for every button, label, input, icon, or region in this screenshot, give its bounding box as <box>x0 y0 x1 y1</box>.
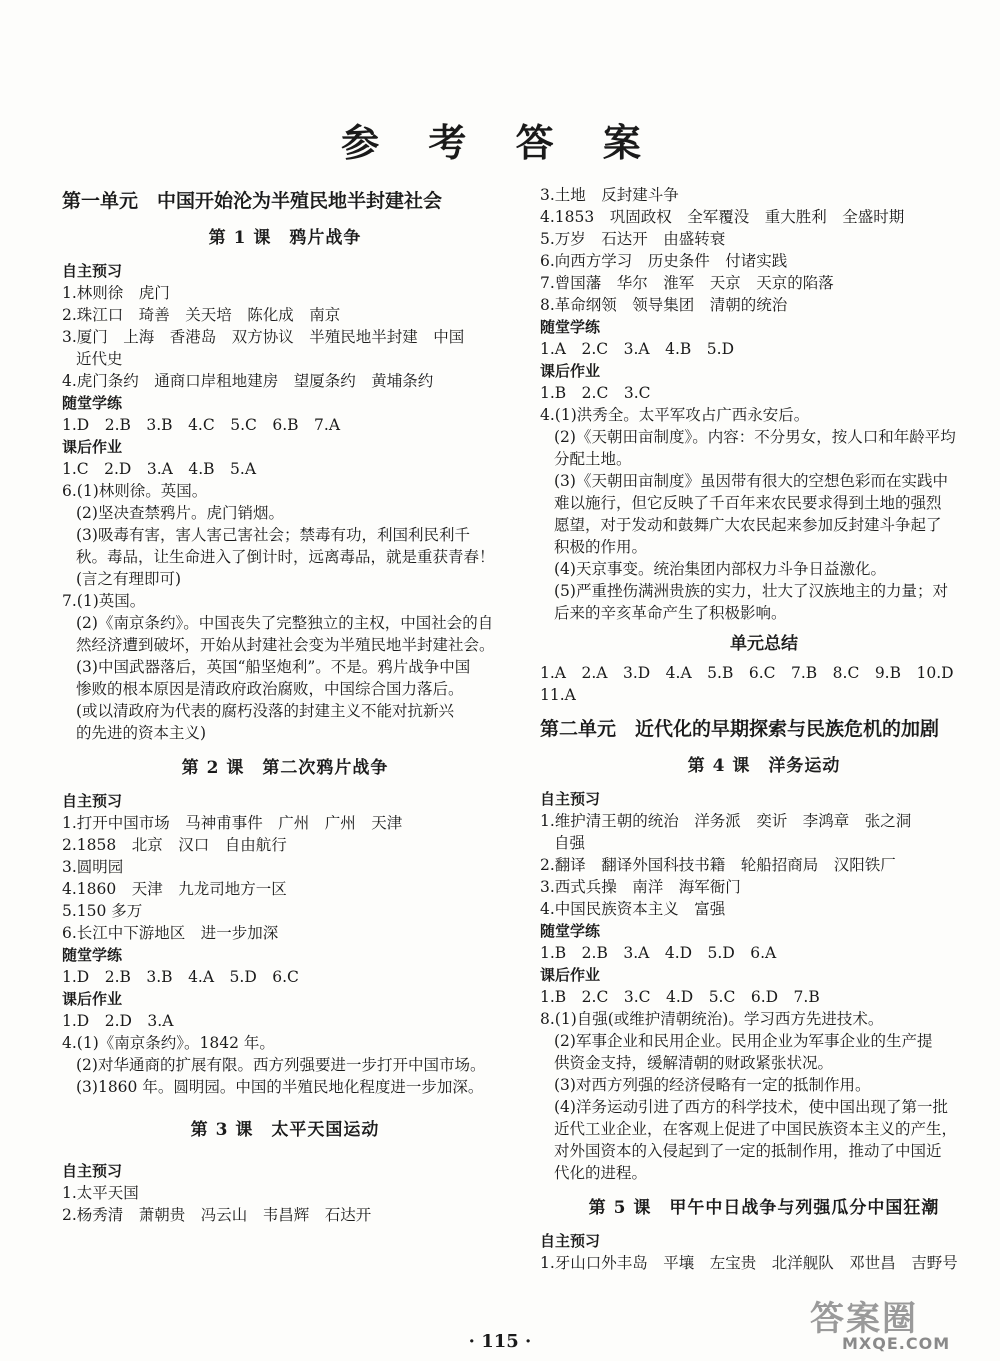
section-heading: 自主预习 <box>540 1232 601 1250</box>
answer-line: 对外国资本的入侵起到了一定的抵制作用，推动了中国近 <box>554 1142 942 1160</box>
answer-line: 8.(1)自强(或维护清朝统治)。学习西方先进技术。 <box>540 1010 884 1028</box>
answer-line: 1.C 2.D 3.A 4.B 5.A <box>62 460 257 478</box>
answer-line: 1.D 2.D 3.A <box>62 1012 174 1030</box>
answer-line: (2)坚决查禁鸦片。虎门销烟。 <box>76 504 284 522</box>
section-heading: 自主预习 <box>62 1162 123 1180</box>
unit-2-heading: 第二单元 近代化的早期探索与民族危机的加剧 <box>540 718 940 740</box>
answer-line: (2)对华通商的扩展有限。西方列强要进一步打开中国市场。 <box>76 1056 486 1074</box>
answer-line: (4)洋务运动引进了西方的科学技术，使中国出现了第一批 <box>554 1098 948 1116</box>
section-heading: 随堂学练 <box>540 318 601 336</box>
section-heading: 课后作业 <box>540 966 601 984</box>
answer-line: 4.(1)《南京条约》。1842 年。 <box>62 1034 275 1052</box>
answer-line: (5)严重挫伤满洲贵族的实力，壮大了汉族地主的力量；对 <box>554 582 948 600</box>
answer-line: 自强 <box>554 834 586 852</box>
answer-line: 积极的作用。 <box>554 538 648 556</box>
answer-line: 3.西式兵操 南洋 海军衙门 <box>540 878 741 896</box>
answer-line: (或以清政府为代表的腐朽没落的封建主义不能对抗新兴 <box>76 702 455 720</box>
answer-line: 惨败的根本原因是清政府政治腐败，中国综合国力落后。 <box>76 680 464 698</box>
watermark-site-text: MXQE.COM <box>842 1334 951 1353</box>
answer-line: 7.曾国藩 华尔 淮军 天京 天京的陷落 <box>540 274 834 292</box>
lesson-1-title: 第 1 课 鸦片战争 <box>208 228 362 248</box>
answer-line: 2.1858 北京 汉口 自由航行 <box>62 836 287 854</box>
answer-line: 然经济遭到破坏，开始从封建社会变为半殖民地半封建社会。 <box>76 636 495 654</box>
unit-summary-title: 单元总结 <box>730 634 798 654</box>
page-number: · 115 · <box>468 1331 532 1352</box>
answer-line: 代化的进程。 <box>554 1164 648 1182</box>
answer-line: 2.杨秀清 萧朝贵 冯云山 韦昌辉 石达开 <box>62 1206 372 1224</box>
answer-line: 近代史 <box>76 350 123 368</box>
answer-line: 1.维护清王朝的统治 洋务派 奕䜣 李鸿章 张之洞 <box>540 812 912 830</box>
answer-line: 1.A 2.A 3.D 4.A 5.B 6.C 7.B 8.C 9.B 10.D <box>540 664 954 682</box>
answer-line: (3)《天朝田亩制度》虽因带有很大的空想色彩而在实践中 <box>554 472 948 490</box>
answer-line: (3)吸毒有害，害人害己害社会；禁毒有功，利国利民利千 <box>76 526 470 544</box>
answer-line: (言之有理即可) <box>76 570 182 588</box>
lesson-5-title: 第 5 课 甲午中日战争与列强瓜分中国狂潮 <box>588 1198 940 1218</box>
section-heading: 自主预习 <box>62 262 123 280</box>
unit-1-heading: 第一单元 中国开始沦为半殖民地半封建社会 <box>62 190 443 212</box>
page-title: 参 考 答 案 <box>341 120 659 165</box>
answer-line: 分配土地。 <box>554 450 632 468</box>
answer-line: (2)军事企业和民用企业。民用企业为军事企业的生产提 <box>554 1032 933 1050</box>
answer-line: 4.1853 巩固政权 全军覆没 重大胜利 全盛时期 <box>540 208 905 226</box>
answer-line: 2.翻译 翻译外国科技书籍 轮船招商局 汉阳铁厂 <box>540 856 896 874</box>
section-heading: 自主预习 <box>62 792 123 810</box>
answer-line: (3)1860 年。圆明园。中国的半殖民地化程度进一步加深。 <box>76 1078 484 1096</box>
answer-line: 1.太平天国 <box>62 1184 139 1202</box>
answer-line: 愿望，对于发动和鼓舞广大农民起来参加反封建斗争起了 <box>554 516 942 534</box>
section-heading: 课后作业 <box>62 990 123 1008</box>
watermark-logo <box>802 1297 984 1353</box>
answer-line: 4.1860 天津 九龙司地方一区 <box>62 880 287 898</box>
answer-line: 8.革命纲领 领导集团 清朝的统治 <box>540 296 788 314</box>
answer-line: (3)对西方列强的经济侵略有一定的抵制作用。 <box>554 1076 871 1094</box>
answer-line: 5.万岁 石达开 由盛转衰 <box>540 230 726 248</box>
answer-line: (3)中国武器落后，英国“船坚炮利”。不是。鸦片战争中国 <box>76 658 471 676</box>
answer-line: 4.虎门条约 通商口岸租地建房 望厦条约 黄埔条约 <box>62 372 434 390</box>
answer-line: 4.(1)洪秀全。太平军攻占广西永安后。 <box>540 406 810 424</box>
answer-line: 的先进的资本主义) <box>76 724 207 742</box>
watermark-main-text: 答案圈 <box>810 1299 918 1339</box>
section-heading: 随堂学练 <box>540 922 601 940</box>
lesson-2-title: 第 2 课 第二次鸦片战争 <box>181 758 389 778</box>
section-heading: 自主预习 <box>540 790 601 808</box>
answer-line: 后来的辛亥革命产生了积极影响。 <box>554 604 787 622</box>
answer-line: 3.土地 反封建斗争 <box>540 186 679 204</box>
answer-line: 1.B 2.B 3.A 4.D 5.D 6.A <box>540 944 777 962</box>
answer-line: 6.向西方学习 历史条件 付诸实践 <box>540 252 788 270</box>
answer-line: (2)《天朝田亩制度》。内容：不分男女，按人口和年龄平均 <box>554 428 956 446</box>
answer-line: 1.D 2.B 3.B 4.A 5.D 6.C <box>62 968 299 986</box>
answer-line: 1.林则徐 虎门 <box>62 284 170 302</box>
answer-line: 1.A 2.C 3.A 4.B 5.D <box>540 340 735 358</box>
answer-line: 难以施行，但它反映了千百年来农民要求得到土地的强烈 <box>554 494 942 512</box>
right-column <box>540 184 988 1274</box>
answer-line: 11.A <box>540 686 576 704</box>
answer-line: 6.长江中下游地区 进一步加深 <box>62 924 279 942</box>
section-heading: 随堂学练 <box>62 946 123 964</box>
left-column <box>62 186 508 1226</box>
answer-line: 6.(1)林则徐。英国。 <box>62 482 208 500</box>
lesson-3-title: 第 3 课 太平天国运动 <box>190 1120 380 1140</box>
answer-line: 3.厦门 上海 香港岛 双方协议 半殖民地半封建 中国 <box>62 328 465 346</box>
answer-line: 5.150 多万 <box>62 902 143 920</box>
answer-line: (2)《南京条约》。中国丧失了完整独立的主权，中国社会的自 <box>76 614 494 632</box>
answer-line: 4.中国民族资本主义 富强 <box>540 900 726 918</box>
answer-line: 秋。毒品，让生命进入了倒计时，远离毒品，就是重获青春！ <box>76 548 495 566</box>
answer-line: 1.打开中国市场 马神甫事件 广州 广州 天津 <box>62 814 403 832</box>
answer-line: (4)天京事变。统治集团内部权力斗争日益激化。 <box>554 560 886 578</box>
answer-line: 供资金支持，缓解清朝的财政紧张状况。 <box>554 1054 834 1072</box>
section-heading: 随堂学练 <box>62 394 123 412</box>
answer-line: 近代工业企业，在客观上促进了中国民族资本主义的产生， <box>554 1120 958 1138</box>
answer-line: 1.D 2.B 3.B 4.C 5.C 6.B 7.A <box>62 416 341 434</box>
answer-line: 2.珠江口 琦善 关天培 陈化成 南京 <box>62 306 341 324</box>
section-heading: 课后作业 <box>62 438 123 456</box>
section-heading: 课后作业 <box>540 362 601 380</box>
answer-line: 7.(1)英国。 <box>62 592 146 610</box>
answer-line: 3.圆明园 <box>62 858 124 876</box>
answer-line: 1.牙山口外丰岛 平壤 左宝贵 北洋舰队 邓世昌 吉野号 <box>540 1254 958 1272</box>
answer-line: 1.B 2.C 3.C <box>540 384 651 402</box>
answer-line: 1.B 2.C 3.C 4.D 5.C 6.D 7.B <box>540 988 820 1006</box>
lesson-4-title: 第 4 课 洋务运动 <box>687 756 841 776</box>
